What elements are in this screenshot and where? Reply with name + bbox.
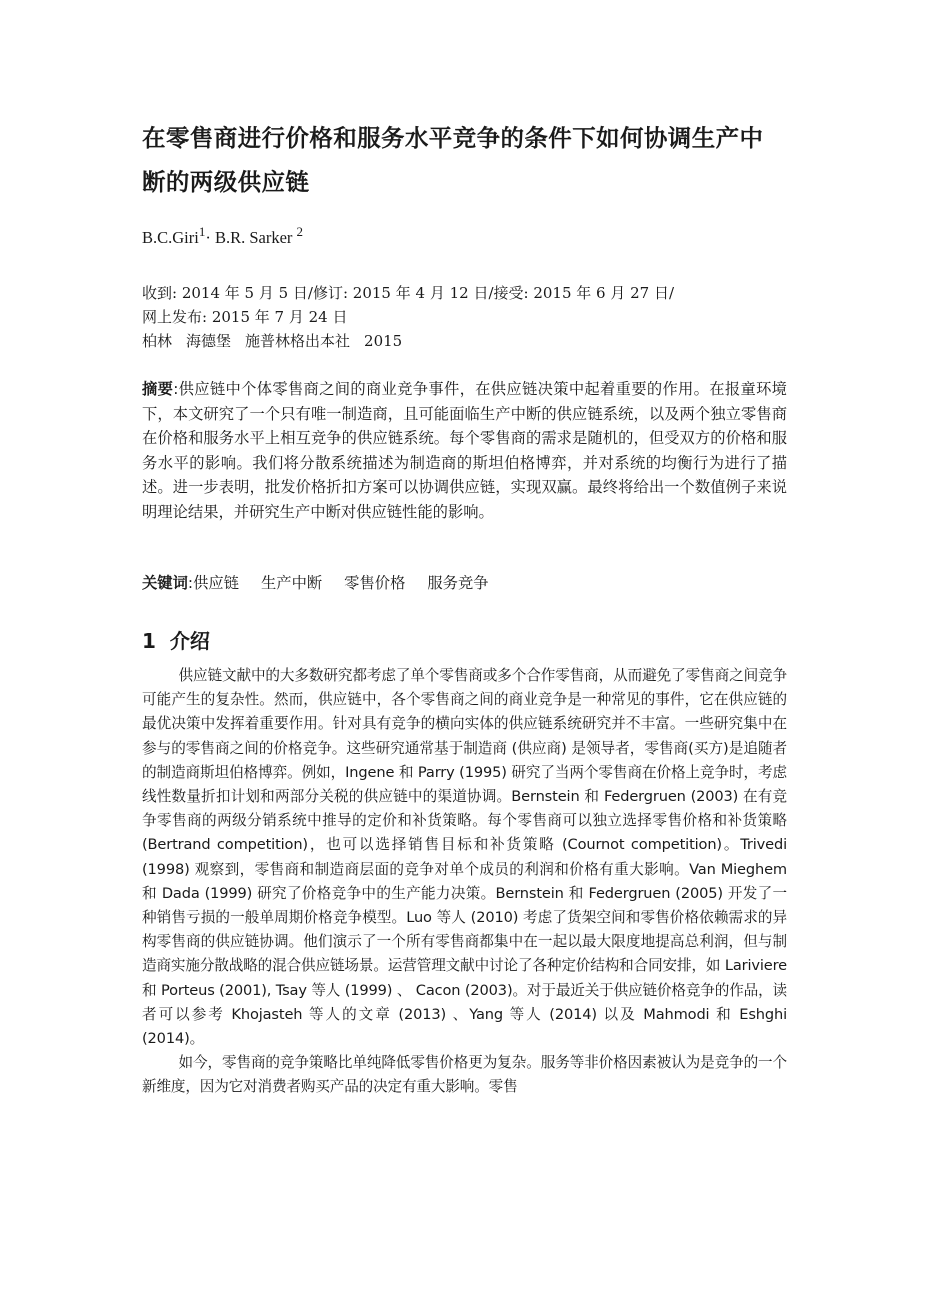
abstract: [142, 377, 787, 524]
body-paragraph: 如今，零售商的竞争策略比单纯降低零售价格更为复杂。服务等非价格因素被认为是竞争的一个新维度，因为它对消费者购买产品的决定有重大影响。零售: [142, 1054, 787, 1096]
section-heading: [142, 626, 210, 656]
publication-history: [142, 281, 787, 353]
section-number: 1: [142, 629, 156, 653]
keyword: 服务竞争: [427, 574, 489, 592]
abstract-label: 摘要: [142, 380, 174, 398]
publisher-line: [142, 329, 787, 353]
publisher-name: 施普林格出本社: [245, 332, 351, 350]
publisher-city: 海德堡: [186, 332, 232, 350]
author-name: B.R. Sarker: [214, 228, 297, 247]
section-body: [142, 664, 787, 1100]
paper-title: 在零售商进行价格和服务水平竞争的条件下如何协调生产中断的两级供应链: [142, 124, 764, 196]
section-title: 介绍: [169, 629, 210, 653]
keyword: 零售价格: [344, 574, 406, 592]
author-affiliation-mark: 2: [296, 224, 304, 239]
online-published-date: 网上发布: 2015 年 7 月 24 日: [142, 308, 348, 326]
keywords-label: 关键词: [142, 574, 188, 592]
keywords-separator: :: [187, 574, 194, 592]
publisher-city: 柏林: [142, 332, 173, 350]
author-name: B.C.Giri: [142, 228, 199, 247]
author-affiliation-mark: 1: [198, 224, 206, 239]
abstract-text: 供应链中个体零售商之间的商业竞争事件，在供应链决策中起着重要的作用。在报童环境下，本文研究了一个只有唯一制造商，且可能面临生产中断的供应链系统，以及两个独立零售商在价格和服务水平上相互竞争的供应链系统。每个零售商的需求是随机的，但受双方的价格和服务水平的影响。我们将分散系统描述为制造商的斯坦伯格博弈，并对系统的均衡行为进行了描述。进一步表明，批发价格折扣方案可以协调供应链，实现双赢。最终将给出一个数值例子来说明理论结果，并研究生产中断对供应链性能的影响。: [142, 380, 787, 521]
keywords: [142, 571, 511, 595]
author-separator: ·: [205, 228, 215, 247]
author-line: [142, 224, 303, 248]
keyword: 生产中断: [260, 574, 323, 592]
publisher-year: 2015: [364, 332, 403, 350]
abstract-separator: :: [173, 380, 179, 398]
received-revised-accepted-dates: 收到: 2014 年 5 月 5 日/修订: 2015 年 4 月 12 日/接受: 2015 年 6 月 27 日/: [142, 284, 675, 302]
keyword: 供应链: [193, 574, 239, 592]
body-paragraph: 供应链文献中的大多数研究都考虑了单个零售商或多个合作零售商，从而避免了零售商之间竞争可能产生的复杂性。然而，供应链中，各个零售商之间的商业竞争是一种常见的事件，它在供应链的最优决策中发挥着重要作用。针对具有竞争的横向实体的供应链系统研究并不丰富。一些研究集中在参与的零售商之间的价格竞争。这些研究通常基于制造商 (供应商) 是领导者，零售商(买方)是追随者的制造商斯坦伯格博弈。例如，Ingene 和 Parry (1995) 研究了当两个零售商在价格上竞争时，考虑线性数量折扣计划和两部分关税的供应链中的渠道协调。Bernstein 和 Federgruen (2003) 在有竞争零售商的两级分销系统中推导的定价和补货策略。每个零售商可以独立选择零售价格和补货策略 (Bertrand competition)，也可以选择销售目标和补货策略 (Cournot competition)。Trivedi (1998) 观察到，零售商和制造商层面的竞争对单个成员的利润和价格有重大影响。Van Mieghem 和 Dada (1999) 研究了价格竞争中的生产能力决策。Bernstein 和 Federgruen (2005) 开发了一种销售亏损的一般单周期价格竞争模型。Luo 等人 (2010) 考虑了货架空间和零售价格依赖需求的异构零售商的供应链协调。他们演示了一个所有零售商都集中在一起以最大限度地提高总利润，但与制造商实施分散战略的混合供应链场景。运营管理文献中讨论了各种定价结构和合同安排，如 Lariviere 和 Porteus (2001), Tsay 等人 (1999) 、 Cacon (2003)。对于最近关于供应链价格竞争的作品，读者可以参考 Khojasteh 等人的文章 (2013) 、Yang 等人 (2014) 以及 Mahmodi 和 Eshghi (2014)。: [142, 667, 787, 1048]
